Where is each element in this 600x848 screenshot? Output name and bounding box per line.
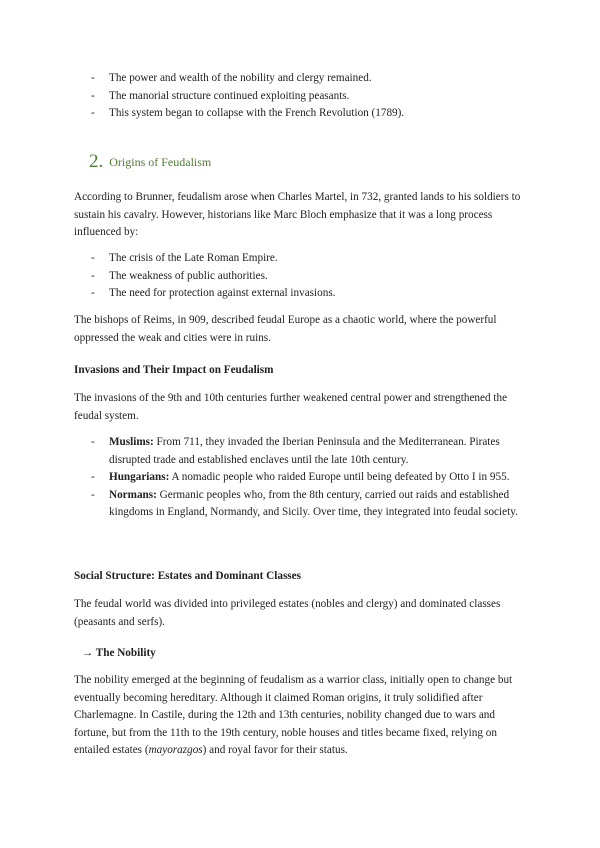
invasions-list bbox=[91, 434, 521, 522]
term: Muslims: bbox=[109, 436, 154, 448]
reims-paragraph: The bishops of Reims, in 909, described feudal Europe as a chaotic world, where the powerful oppressed the weak and cities were in ruins. bbox=[74, 314, 497, 344]
list-item: - This system began to collapse with the French Revolution (1789). bbox=[91, 107, 405, 120]
social-heading: Social Structure: Estates and Dominant Classes bbox=[74, 570, 301, 582]
list-item: - Muslims: From 711, they invaded the Iberian Peninsula and the Mediterranean. Pirates disrupted trade and established enclaves until the late 10th century. bbox=[91, 436, 500, 466]
invasions-heading: Invasions and Their Impact on Feudalism bbox=[74, 364, 274, 376]
term: Hungarians: bbox=[109, 471, 170, 484]
section-title: Origins of Feudalism bbox=[109, 155, 212, 169]
list-item: - The crisis of the Late Roman Empire. bbox=[91, 252, 278, 264]
invasions-paragraph: The invasions of the 9th and 10th centuries further weakened central power and strengthened the feudal system. bbox=[74, 392, 508, 422]
social-paragraph: The feudal world was divided into privileged estates (nobles and clergy) and dominated classes (peasants and serfs). bbox=[74, 598, 501, 628]
list-item: - The manorial structure continued exploiting peasants. bbox=[91, 89, 350, 102]
section-heading-origins bbox=[89, 153, 211, 173]
term: Normans: bbox=[109, 488, 157, 501]
list-item: - The power and wealth of the nobility and clergy remained. bbox=[91, 72, 372, 84]
list-item: - Hungarians: A nomadic people who raided Europe until being defeated by Otto I in 955. bbox=[91, 471, 510, 484]
list-item: - Normans: Germanic peoples who, from the 8th century, carried out raids and established kingdoms in England, Normandy, and Sicily. Over time, they integrated into feudal society. bbox=[91, 488, 518, 519]
section-number: 2. bbox=[89, 151, 104, 172]
origins-dash-list bbox=[91, 250, 521, 303]
intro-paragraph: According to Brunner, feudalism arose when Charles Martel, in 732, granted lands to his soldiers to sustain his cavalry. However, historians like Marc Bloch emphasize that it was a long process influenced by: bbox=[74, 191, 521, 239]
list-item: - The weakness of public authorities. bbox=[91, 269, 268, 282]
nobility-paragraph: The nobility emerged at the beginning of feudalism as a warrior class, initially open to change but eventually becoming hereditary. Although it claimed Roman origins, it truly solidified after Charlemagne. In Castile, during the 12th and 13th centuries, nobility changed due to wars and fortune, but from the 11th to the 19th century, noble houses and titles became fixed, relying on entailed estates (mayorazgos) and royal favor for their status. bbox=[74, 674, 513, 757]
list-item: - The need for protection against external invasions. bbox=[91, 287, 336, 300]
nobility-heading: → The Nobility bbox=[82, 647, 156, 659]
top-dash-list bbox=[91, 70, 521, 123]
